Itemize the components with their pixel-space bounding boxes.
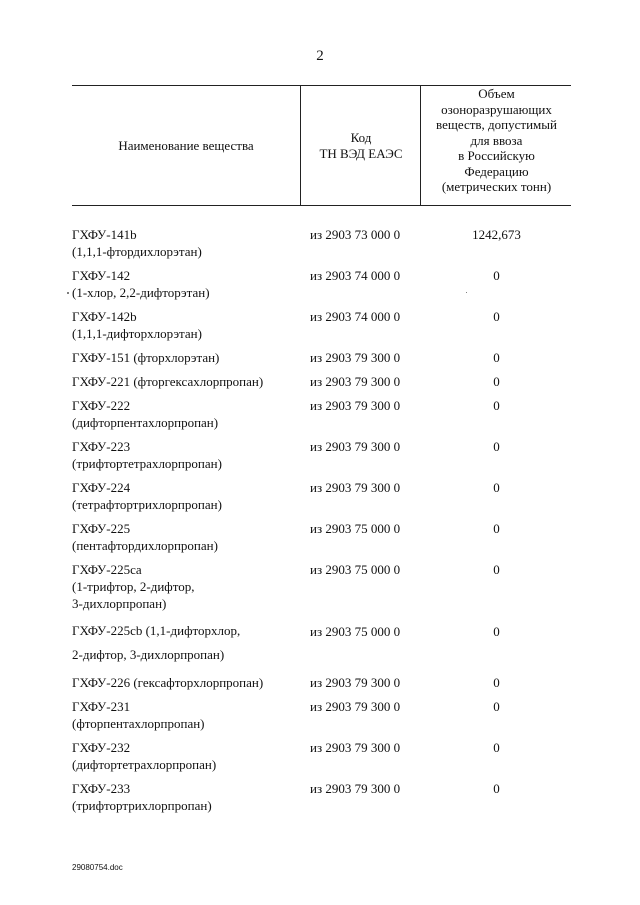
substance-name-line: ГХФУ-142 bbox=[72, 268, 131, 283]
import-volume: 1242,673 bbox=[472, 227, 521, 242]
tn-ved-code: из 2903 79 300 0 bbox=[310, 781, 401, 796]
column-header-label: Федерацию bbox=[464, 163, 529, 179]
import-volume: 0 bbox=[493, 309, 500, 324]
tn-ved-code: из 2903 79 300 0 bbox=[310, 439, 401, 454]
table-row bbox=[72, 739, 571, 773]
substance-name-line: (пентафтордихлорпропан) bbox=[72, 538, 218, 553]
import-volume: 0 bbox=[493, 562, 500, 577]
substance-name-line: ГХФУ-232 bbox=[72, 740, 131, 755]
tn-ved-code: из 2903 79 300 0 bbox=[310, 480, 401, 495]
table-row bbox=[72, 397, 571, 431]
substance-name bbox=[72, 373, 312, 390]
substance-name-line: ГХФУ-142b bbox=[72, 309, 137, 324]
column-header-label: в Российскую bbox=[458, 148, 535, 163]
substance-name-line: 2-дифтор, 3-дихлорпропан) bbox=[72, 647, 225, 662]
substance-name bbox=[72, 308, 312, 342]
substance-name-line: (трифтортетрахлорпропан) bbox=[72, 456, 222, 471]
substance-name-line: (фторпентахлорпропан) bbox=[72, 716, 205, 731]
substance-name-line: ГХФУ-224 bbox=[72, 480, 131, 495]
substance-name-line: (1-хлор, 2,2-дифторэтан) bbox=[72, 285, 210, 300]
table-header-bottom-rule bbox=[72, 205, 571, 206]
column-header-label: Код bbox=[350, 130, 372, 145]
import-volume: 0 bbox=[493, 268, 500, 283]
table-row bbox=[72, 438, 571, 472]
substance-name-line: ГХФУ-233 bbox=[72, 781, 131, 796]
table-row bbox=[72, 698, 571, 732]
scan-speck bbox=[67, 292, 69, 294]
substance-name-line: ГХФУ-141b bbox=[72, 227, 137, 242]
substance-name bbox=[72, 267, 312, 301]
import-volume: 0 bbox=[493, 480, 500, 495]
substance-name bbox=[72, 780, 312, 814]
substance-name-line: ГХФУ-151 (фторхлорэтан) bbox=[72, 350, 220, 365]
substance-name bbox=[72, 349, 312, 366]
import-volume: 0 bbox=[493, 439, 500, 454]
import-volume: 0 bbox=[493, 624, 500, 639]
table-row bbox=[72, 308, 571, 342]
tn-ved-code: из 2903 79 300 0 bbox=[310, 374, 401, 389]
import-volume: 0 bbox=[493, 398, 500, 413]
table-row bbox=[72, 479, 571, 513]
table-row bbox=[72, 226, 571, 260]
column-header-label: Наименование вещества bbox=[118, 138, 254, 153]
substance-name-line: ГХФУ-223 bbox=[72, 439, 131, 454]
table-row bbox=[72, 267, 571, 301]
column-header-label: Объем bbox=[478, 86, 515, 101]
substance-name-line: (1,1,1-фтордихлорэтан) bbox=[72, 244, 202, 259]
substance-name-line: ГХФУ-225cb (1,1-дифторхлор, bbox=[72, 623, 241, 638]
substance-name bbox=[72, 698, 312, 732]
import-volume: 0 bbox=[493, 781, 500, 796]
substance-name-line: ГХФУ-231 bbox=[72, 699, 131, 714]
substance-name-line: (трифтортрихлорпропан) bbox=[72, 798, 212, 813]
tn-ved-code: из 2903 79 300 0 bbox=[310, 699, 401, 714]
substance-name-line: (тетрафтортрихлорпропан) bbox=[72, 497, 222, 512]
scan-speck bbox=[466, 292, 467, 293]
column-header-substance-name bbox=[72, 138, 300, 154]
substance-name bbox=[72, 739, 312, 773]
substance-name bbox=[72, 619, 312, 667]
substance-name-line: (дифторпентахлорпропан) bbox=[72, 415, 219, 430]
import-volume: 0 bbox=[493, 740, 500, 755]
column-header-label: для ввоза bbox=[470, 132, 523, 148]
substance-name bbox=[72, 674, 312, 691]
table-row bbox=[72, 561, 571, 612]
table-row bbox=[72, 780, 571, 814]
tn-ved-code: из 2903 75 000 0 bbox=[310, 624, 401, 639]
substance-table-body bbox=[72, 226, 571, 814]
table-row bbox=[72, 373, 571, 390]
tn-ved-code: из 2903 79 300 0 bbox=[310, 350, 401, 365]
substance-name bbox=[72, 561, 312, 612]
substance-name-line: ГХФУ-222 bbox=[72, 398, 131, 413]
column-header-code bbox=[302, 130, 420, 161]
table-header-divider bbox=[300, 85, 301, 206]
substance-name-line: ГХФУ-225 bbox=[72, 521, 131, 536]
substance-name-line: ГХФУ-225ca bbox=[72, 562, 142, 577]
tn-ved-code: из 2903 74 000 0 bbox=[310, 309, 401, 324]
substance-name bbox=[72, 226, 312, 260]
substance-name bbox=[72, 397, 312, 431]
column-header-label: озоноразрушающих bbox=[441, 101, 552, 117]
tn-ved-code: из 2903 74 000 0 bbox=[310, 268, 401, 283]
import-volume: 0 bbox=[493, 675, 500, 690]
import-volume: 0 bbox=[493, 350, 500, 365]
table-row bbox=[72, 349, 571, 366]
tn-ved-code: из 2903 79 300 0 bbox=[310, 675, 401, 690]
substance-name bbox=[72, 520, 312, 554]
tn-ved-code: из 2903 79 300 0 bbox=[310, 740, 401, 755]
substance-name-line: ГХФУ-226 (гексафторхлорпропан) bbox=[72, 675, 264, 690]
tn-ved-code: из 2903 75 000 0 bbox=[310, 521, 401, 536]
table-header-divider bbox=[420, 85, 421, 206]
import-volume: 0 bbox=[493, 521, 500, 536]
substance-name-line: (дифтортетрахлорпропан) bbox=[72, 757, 217, 772]
substance-name bbox=[72, 479, 312, 513]
tn-ved-code: из 2903 73 000 0 bbox=[310, 227, 401, 242]
tn-ved-code: из 2903 79 300 0 bbox=[310, 398, 401, 413]
substance-name-line: ГХФУ-221 (фторгексахлорпропан) bbox=[72, 374, 264, 389]
substance-name bbox=[72, 438, 312, 472]
column-header-label: (метрических тонн) bbox=[441, 179, 552, 194]
table-row bbox=[72, 674, 571, 691]
substance-name-line: (1-трифтор, 2-дифтор, bbox=[72, 579, 195, 594]
column-header-volume bbox=[422, 86, 571, 195]
table-row bbox=[72, 619, 571, 667]
document-filename: 29080754.doc bbox=[72, 863, 123, 872]
import-volume: 0 bbox=[493, 374, 500, 389]
import-volume: 0 bbox=[493, 699, 500, 714]
page-number: 2 bbox=[316, 48, 324, 64]
tn-ved-code: из 2903 75 000 0 bbox=[310, 562, 401, 577]
column-header-label: ТН ВЭД ЕАЭС bbox=[319, 145, 403, 161]
column-header-label: веществ, допустимый bbox=[436, 117, 557, 132]
substance-name-line: 3-дихлорпропан) bbox=[72, 596, 167, 611]
substance-name-line: (1,1,1-дифторхлорэтан) bbox=[72, 326, 202, 341]
table-row bbox=[72, 520, 571, 554]
